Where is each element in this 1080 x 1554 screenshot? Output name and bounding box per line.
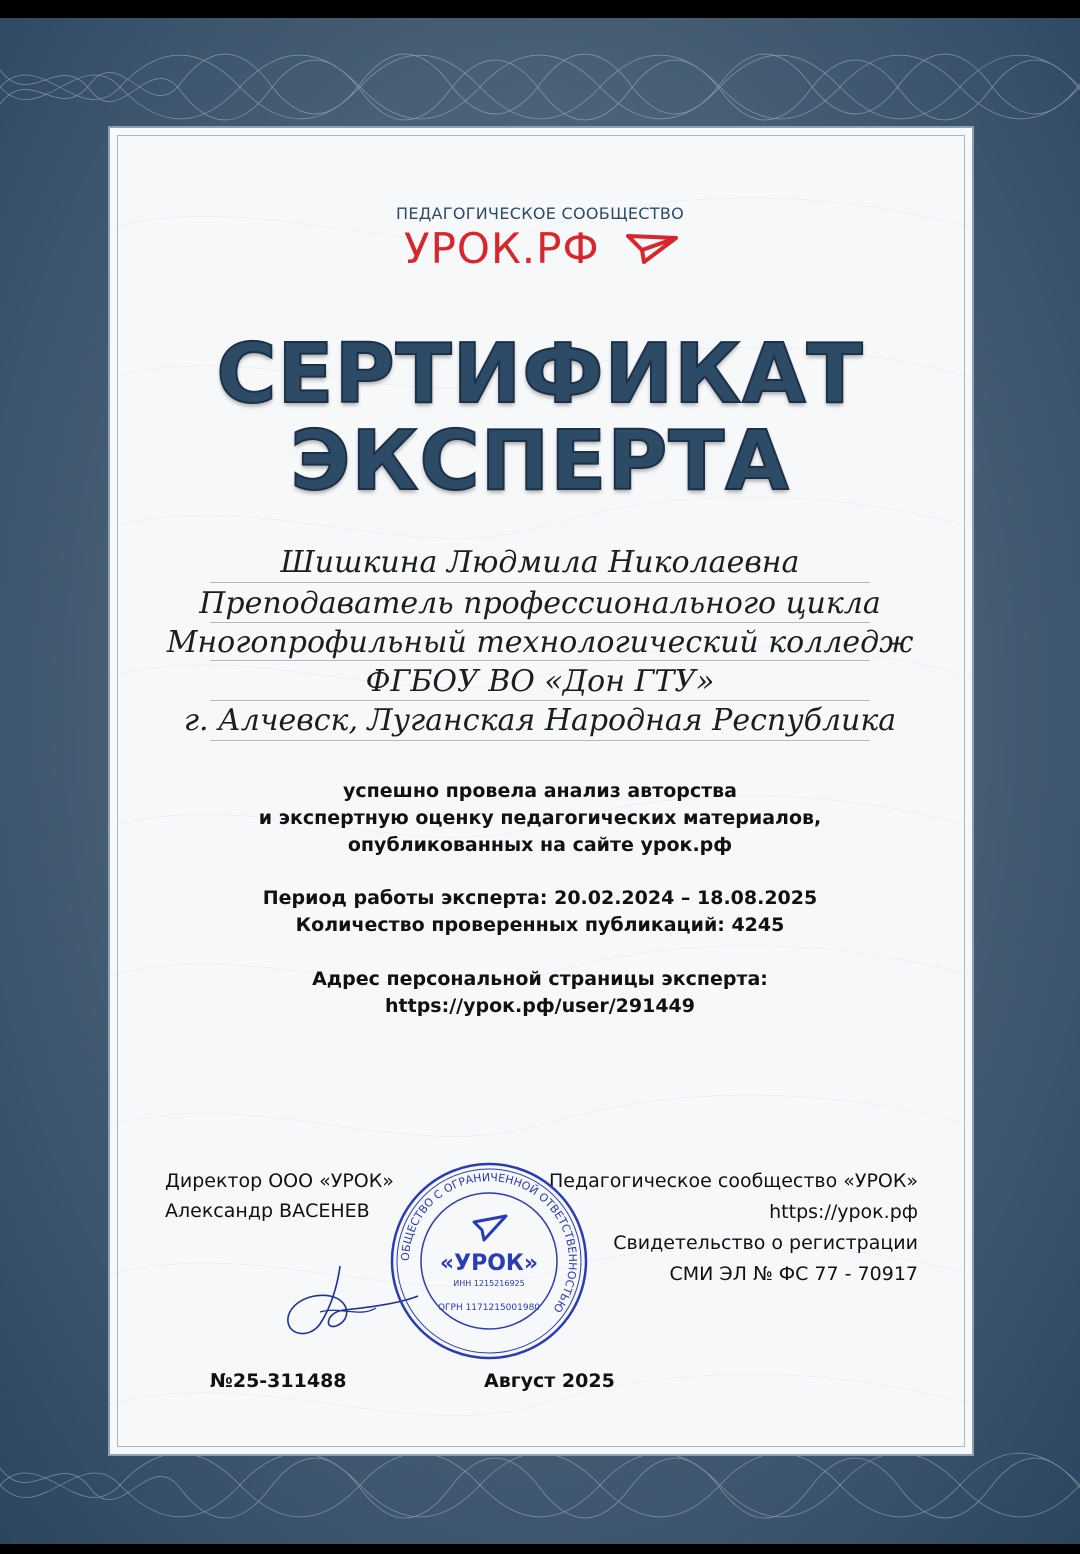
registration-number: СМИ ЭЛ № ФС 77 - 70917 bbox=[669, 1263, 918, 1285]
publisher-site: https://урок.рф bbox=[769, 1201, 918, 1223]
signatory-position: Директор ООО «УРОК» bbox=[165, 1170, 394, 1192]
statement-line-2: и экспертную оценку педагогических материалов, bbox=[258, 807, 822, 829]
company-seal bbox=[388, 1160, 590, 1362]
seal-center-text: «УРОК» bbox=[439, 1251, 539, 1276]
seal-ring-text: ОБЩЕСТВО С ОГРАНИЧЕННОЙ ОТВЕТСТВЕННОСТЬЮ bbox=[398, 1170, 580, 1315]
certificate-title-line2: ЭКСПЕРТА bbox=[290, 414, 790, 509]
recipient-institution: Многопрофильный технологический колледж bbox=[166, 625, 914, 660]
address-url: https://урок.рф/user/291449 bbox=[385, 995, 695, 1017]
underline bbox=[210, 622, 870, 623]
top-ornament-band bbox=[0, 40, 1080, 135]
seal-inn-text: ИНН 1215216925 bbox=[453, 1279, 525, 1288]
underline bbox=[210, 660, 870, 661]
registration-label: Свидетельство о регистрации bbox=[613, 1232, 918, 1254]
org-label: ПЕДАГОГИЧЕСКОЕ СООБЩЕСТВО bbox=[395, 204, 685, 223]
recipient-university: ФГБОУ ВО «Дон ГТУ» bbox=[365, 664, 715, 699]
certificate-number: №25-311488 bbox=[210, 1370, 347, 1392]
expert-period: Период работы эксперта: 20.02.2024 – 18.08.2025 bbox=[262, 887, 818, 909]
brand-logo-text: УРОК.РФ bbox=[404, 224, 600, 273]
signatory-block bbox=[165, 1166, 394, 1226]
publisher-block bbox=[540, 1166, 918, 1290]
certificate-title-line1: СЕРТИФИКАТ bbox=[216, 327, 864, 422]
underline bbox=[210, 582, 870, 583]
address-label: Адрес персональной страницы эксперта: bbox=[312, 968, 768, 990]
statement-line-1: успешно провела анализ авторства bbox=[343, 780, 737, 802]
statement-line-3: опубликованных на сайте урок.рф bbox=[347, 834, 733, 856]
publisher-name: Педагогическое сообщество «УРОК» bbox=[549, 1170, 918, 1192]
signatory-name: Александр ВАСЕНЕВ bbox=[165, 1200, 370, 1222]
recipient-location: г. Алчевск, Луганская Народная Республика bbox=[183, 703, 897, 738]
recipient-name: Шишкина Людмила Николаевна bbox=[280, 545, 800, 580]
seal-ogrn-text: ОГРН 1171215001980 bbox=[437, 1303, 541, 1313]
certificate-date: Август 2025 bbox=[484, 1370, 615, 1392]
paper-plane-icon bbox=[626, 232, 678, 266]
underline bbox=[210, 740, 870, 741]
publications-count: Количество проверенных публикаций: 4245 bbox=[295, 914, 785, 936]
recipient-position: Преподаватель профессионального цикла bbox=[199, 586, 881, 621]
seal-plane-icon bbox=[474, 1216, 506, 1240]
underline bbox=[210, 700, 870, 701]
